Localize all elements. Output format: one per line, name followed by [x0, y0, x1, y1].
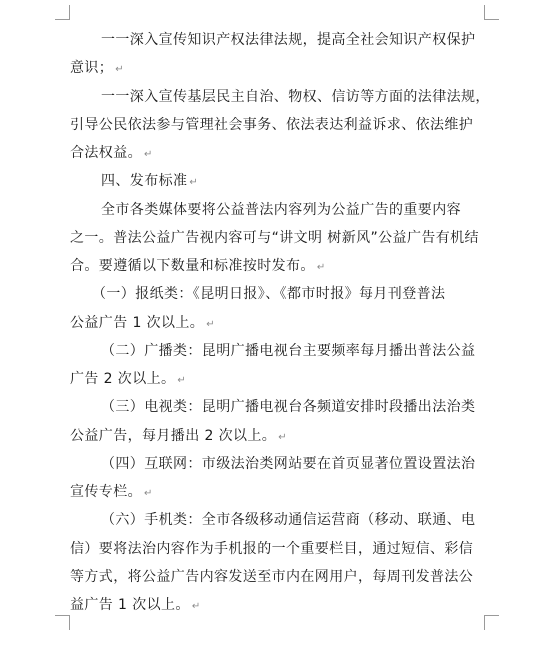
paragraph-mark-icon: ↵: [144, 149, 153, 160]
paragraph-mark-icon: ↵: [206, 319, 215, 330]
section-heading: 四、发布标准 ↵: [101, 173, 199, 189]
text-line: 一一深入宣传基层民主自治、物权、信访等方面的法律法规，: [101, 89, 490, 105]
text-line: （四）互联网：市级法治类网站要在首页显著位置设置法治: [101, 456, 476, 472]
paragraph-mark-icon: ↵: [177, 375, 187, 386]
margin-corner-top-left: [55, 5, 70, 20]
margin-corner-top-right: [484, 5, 499, 20]
paragraph-mark-icon: ↵: [144, 488, 153, 499]
text-line: 益广告 1 次以上。 ↵: [70, 597, 201, 613]
text-line: （一）报纸类：《昆明日报》、《都市时报》每月刊登普法: [92, 286, 446, 302]
text-line: 等方式，将公益广告内容发送至市内在网用户，每周刊发普法公: [70, 569, 474, 585]
text-line: （三）电视类：昆明广播电视台各频道安排时段播出法治类: [101, 399, 476, 415]
text-line: 意识； ↵: [70, 60, 124, 76]
text-line: 全市各类媒体要将公益普法内容列为公益广告的重要内容: [101, 202, 461, 218]
text-line: 一一深入宣传知识产权法律法规，提高全社会知识产权保护: [101, 32, 476, 48]
paragraph-mark-icon: ↵: [115, 64, 124, 75]
margin-corner-bottom-right: [484, 615, 499, 630]
text-line: 公益广告 1 次以上。 ↵: [70, 315, 215, 331]
paragraph-mark-icon: ↵: [278, 432, 287, 443]
text-line: 引导公民依法参与管理社会事务、依法表达利益诉求、依法维护: [70, 117, 474, 133]
margin-corner-bottom-left: [55, 615, 70, 630]
text-line: 广告 2 次以上。 ↵: [70, 371, 187, 387]
text-line: （六）手机类：全市各级移动通信运营商（移动、联通、电: [101, 512, 476, 528]
text-line: 公益广告，每月播出 2 次以上。 ↵: [70, 428, 287, 444]
text-line: 合法权益。 ↵: [70, 145, 153, 161]
text-line: 合。要遵循以下数量和标准按时发布。 ↵: [70, 258, 326, 274]
text-line: 之一。普法公益广告视内容可与“讲文明 树新风”公益广告有机结: [70, 230, 479, 246]
paragraph-mark-icon: ↵: [191, 601, 201, 612]
text-line: 信）要将法治内容作为手机报的一个重要栏目，通过短信、彩信: [70, 541, 474, 557]
text-line: 宣传专栏。 ↵: [70, 484, 153, 500]
paragraph-mark-icon: ↵: [316, 262, 326, 273]
text-line: （二）广播类：昆明广播电视台主要频率每月播出普法公益: [101, 343, 476, 359]
paragraph-mark-icon: ↵: [189, 177, 199, 188]
